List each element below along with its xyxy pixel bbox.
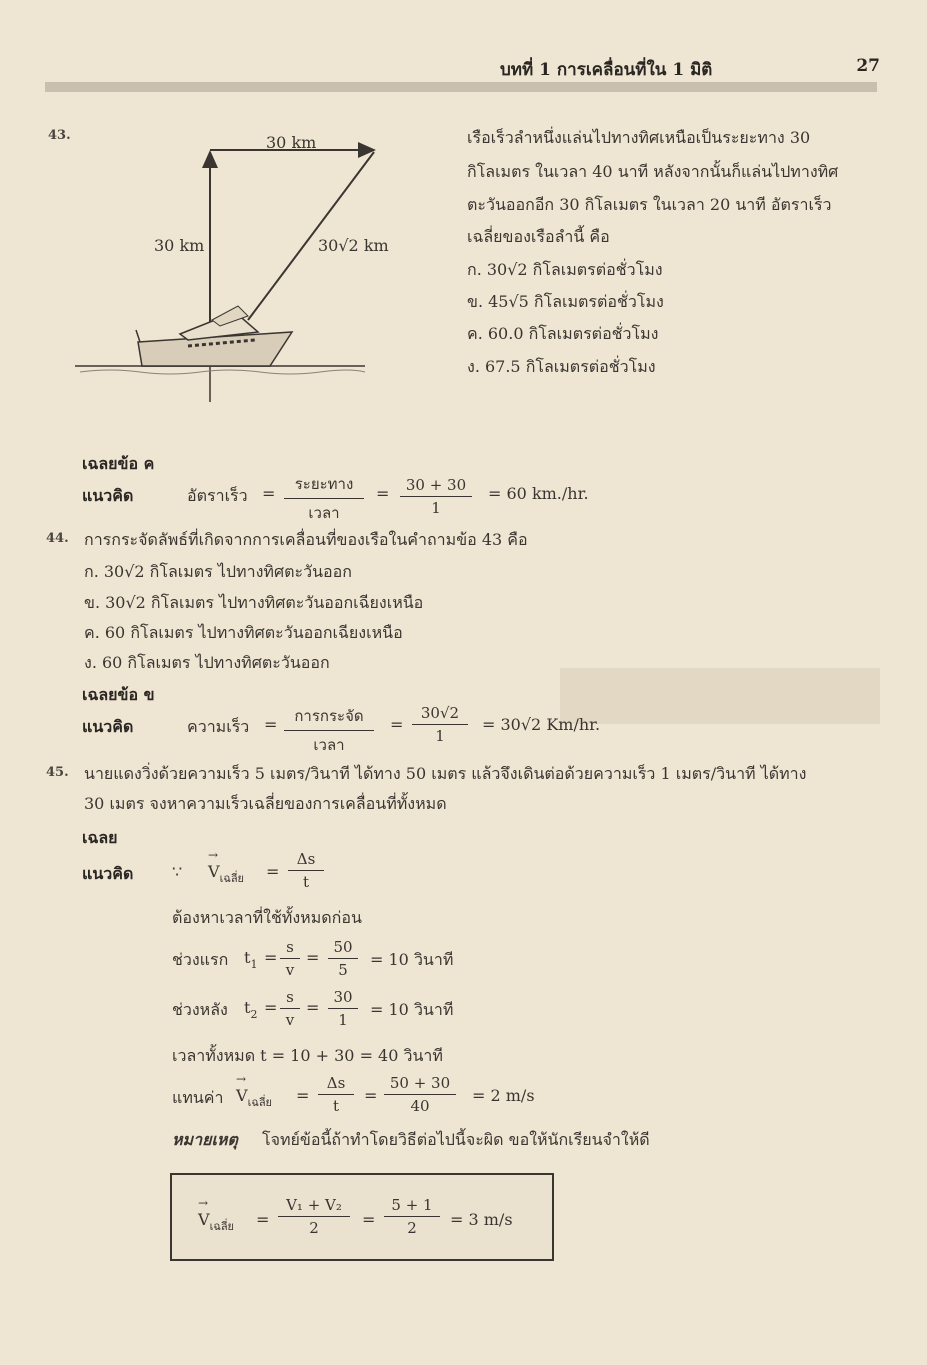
q44-eq-result: = 30√2 Km/hr. <box>482 715 601 734</box>
boat-icon <box>136 306 292 366</box>
total-time: เวลาทั้งหมด t = 10 + 30 = 40 วินาที <box>172 1046 443 1065</box>
avg-velocity-symbol: → $V_{เฉลี่ย}$ <box>208 862 244 887</box>
water-ripple <box>80 370 365 374</box>
shaded-area <box>560 668 880 724</box>
q43-answer: เฉลยข้อ ค <box>82 454 155 473</box>
q45-method-label: แนวคิด <box>82 864 134 883</box>
box-fraction-2: $\frac{5 + 1}{2}$ <box>384 1196 440 1237</box>
header-band <box>45 82 877 92</box>
fraction-numerator: การกระจัด <box>284 704 374 731</box>
question-number-45: 45. <box>46 765 69 780</box>
s-over-v-1: $\frac{s}{v}$ <box>280 938 300 979</box>
note-text: โจทย์ข้อนี้ถ้าทำโดยวิธีต่อไปนี้จะผิด ขอให้นักเรียนจำให้ดี <box>262 1130 650 1149</box>
first-phase-values: $\frac{50}{5}$ <box>328 938 358 979</box>
fraction-denominator: 1 <box>431 499 441 517</box>
q45-question-line: นายแดงวิ่งด้วยความเร็ว 5 เมตร/วินาที ได้ทาง 50 เมตร แล้วจึงเดินต่อด้วยความเร็ว 1 เมตร/วินาที ได้ทาง <box>84 764 807 783</box>
q44-eq-equals: = <box>264 715 278 734</box>
second-phase-result: = 10 วินาที <box>370 1000 454 1019</box>
q44-choice: ง. 60 กิโลเมตร ไปทางทิศตะวันออก <box>84 653 330 672</box>
q44-fraction-1 <box>284 704 374 757</box>
q43-fraction-1 <box>284 472 364 525</box>
page-number: 27 <box>856 56 880 76</box>
q43-choice: ง. 67.5 กิโลเมตรต่อชั่วโมง <box>467 357 656 376</box>
fraction-denominator: เวลา <box>308 504 340 522</box>
q44-choice: ค. 60 กิโลเมตร ไปทางทิศตะวันออกเฉียงเหนือ <box>84 623 403 642</box>
q43-eq-result: = 60 km./hr. <box>488 484 589 503</box>
fraction-numerator: 30 + 30 <box>400 476 472 497</box>
page-header <box>500 56 880 83</box>
q44-eq-lhs: ความเร็ว <box>187 717 250 736</box>
second-phase-label: ช่วงหลัง <box>172 1000 228 1019</box>
first-phase-label: ช่วงแรก <box>172 950 229 969</box>
s-over-v-2: $\frac{s}{v}$ <box>280 988 300 1029</box>
question-number-43: 43. <box>48 128 71 143</box>
substitute-values: $\frac{50 + 30}{40}$ <box>384 1074 456 1115</box>
diagram-label-top: 30 km <box>266 133 317 152</box>
substitute-label: แทนค่า <box>172 1088 224 1107</box>
diagram-label-left: 30 km <box>154 236 205 255</box>
q45-question-line: 30 เมตร จงหาความเร็วเฉลี่ยของการเคลื่อนที่ทั้งหมด <box>84 794 447 813</box>
q44-eq-equals: = <box>390 715 404 734</box>
diagram-label-diagonal: 30√2 km <box>318 236 389 255</box>
chapter-title: บทที่ 1 การเคลื่อนที่ใน 1 มิติ <box>500 60 713 80</box>
box-result: = 3 m/s <box>450 1210 513 1229</box>
q43-fraction-2 <box>400 476 472 517</box>
fraction-denominator: 1 <box>435 727 445 745</box>
fraction-denominator: เวลา <box>313 736 345 754</box>
question-number-44: 44. <box>46 531 69 546</box>
q44-method-label: แนวคิด <box>82 717 134 736</box>
q43-choice: ข. 45√5 กิโลเมตรต่อชั่วโมง <box>467 292 664 311</box>
q44-fraction-2 <box>412 704 468 745</box>
q43-eq-lhs: อัตราเร็ว <box>187 486 248 505</box>
q43-choice: ก. 30√2 กิโลเมตรต่อชั่วโมง <box>467 260 663 279</box>
box-avg-velocity-symbol: → $V_{เฉลี่ย}$ <box>198 1210 234 1235</box>
q43-text-line: เรือเร็วลำหนึ่งแล่นไปทางทิศเหนือเป็นระยะทาง 30 <box>467 128 811 147</box>
q44-question: การกระจัดลัพธ์ที่เกิดจากการเคลื่อนที่ของเรือในคำถามข้อ 43 คือ <box>84 530 528 549</box>
q43-method-label: แนวคิด <box>82 486 134 505</box>
second-phase-values: $\frac{30}{1}$ <box>328 988 358 1029</box>
boat-vector-diagram <box>70 120 380 405</box>
q44-choice: ข. 30√2 กิโลเมตร ไปทางทิศตะวันออกเฉียงเหนือ <box>84 593 424 612</box>
q45-answer: เฉลย <box>82 828 118 847</box>
note-label: หมายเหตุ <box>172 1130 238 1149</box>
fraction-numerator: 30√2 <box>412 704 468 725</box>
fraction-numerator: ระยะทาง <box>284 472 364 499</box>
first-phase-t: $t_1$ <box>244 948 258 971</box>
q43-eq-equals: = <box>376 484 390 503</box>
q43-choice: ค. 60.0 กิโลเมตรต่อชั่วโมง <box>467 324 659 343</box>
need-time-text: ต้องหาเวลาที่ใช้ทั้งหมดก่อน <box>172 908 362 927</box>
box-fraction-1: $\frac{\text{V₁ + V₂}}{2}$ <box>278 1196 350 1237</box>
q43-text-line: ตะวันออกอีก 30 กิโลเมตร ในเวลา 20 นาที อัตราเร็ว <box>467 195 832 214</box>
q43-eq-equals: = <box>262 484 276 503</box>
substitute-result: = 2 m/s <box>472 1086 535 1105</box>
first-phase-result: = 10 วินาที <box>370 950 454 969</box>
q44-answer: เฉลยข้อ ข <box>82 685 155 704</box>
avg-velocity-symbol: → $V_{เฉลี่ย}$ <box>236 1086 272 1111</box>
ds-over-t: $\frac{\Delta s}{t}$ <box>318 1074 354 1115</box>
because-symbol: ∵ <box>172 862 183 881</box>
q43-text-line: กิโลเมตร ในเวลา 40 นาที หลังจากนั้นก็แล่นไปทางทิศ <box>467 162 839 181</box>
ds-over-t: $\frac{\Delta s}{t}$ <box>288 850 324 891</box>
second-phase-t: $t_2$ <box>244 998 258 1021</box>
q43-text-line: เฉลี่ยของเรือลำนี้ คือ <box>467 227 610 246</box>
q44-choice: ก. 30√2 กิโลเมตร ไปทางทิศตะวันออก <box>84 562 352 581</box>
